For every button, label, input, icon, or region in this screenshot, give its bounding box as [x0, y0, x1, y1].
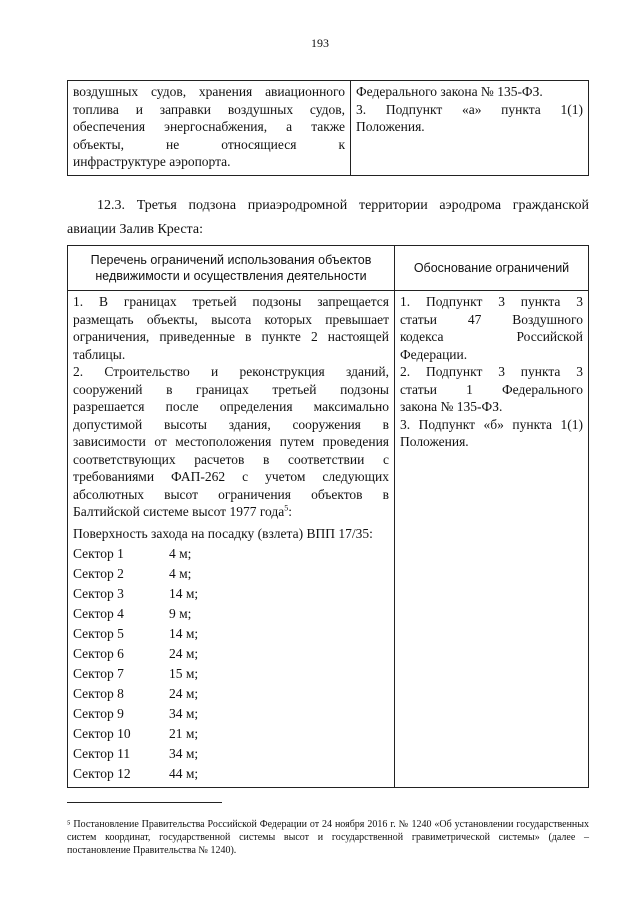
text-line: допустимой высоты здания, сооружения в	[73, 416, 389, 432]
section-heading: 12.3. Третья подзона приаэродромной территории аэродрома гражданской авиации Залив Креста:	[67, 198, 589, 237]
text-line: закона № 135-ФЗ.	[400, 399, 503, 414]
restrictions-table	[67, 245, 589, 788]
text-line: 3. Подпункт «а» пункта 1(1)	[356, 101, 583, 117]
text-line: инфраструктуре аэропорта.	[73, 154, 231, 169]
footnote-text: ⁵ Постановление Правительства Российской Федерации от 24 ноября 2016 г. № 1240 «Об установлении государственных систем координат, государственной системы высот и государственной гравиметрической системы» (далее – постановление Правительства № 1240).	[67, 819, 589, 856]
sector-height: 9 м;	[169, 605, 192, 621]
text-line: 3. Подпункт «б» пункта 1(1)	[400, 416, 583, 432]
text-line: статьи 1 Федерального	[400, 381, 583, 397]
sector-name: Сектор 8	[73, 685, 124, 701]
sector-height: 24 м;	[169, 685, 199, 701]
text-line: топлива и заправки воздушных судов,	[73, 101, 345, 117]
text-line: Положения.	[400, 434, 469, 449]
text-line	[73, 503, 389, 521]
sector-name: Сектор 6	[73, 645, 124, 661]
sector-row	[73, 744, 389, 764]
sector-row	[73, 684, 389, 704]
text-line: зависимости от местоположения путем проведения	[73, 434, 389, 449]
continued-restriction-cell	[68, 81, 351, 176]
text-line: обеспечения энергоснабжения, а также	[73, 119, 345, 134]
text-span: Балтийской системе высот 1977 года	[73, 504, 285, 519]
sector-height: 14 м;	[169, 585, 199, 601]
continued-basis-cell	[351, 81, 589, 176]
text-line: абсолютных высот ограничения объектов в	[73, 486, 389, 502]
text-line: Федерации.	[400, 346, 468, 362]
continued-table	[67, 80, 589, 176]
sector-height: 34 м;	[169, 705, 199, 721]
text-line: Положения.	[356, 119, 425, 134]
footnote-divider	[67, 802, 222, 803]
text-line: разрешается после определения максимально	[73, 399, 389, 414]
sector-row	[73, 544, 389, 564]
sector-row	[73, 584, 389, 604]
sector-height: 4 м;	[169, 565, 192, 581]
sector-height: 14 м;	[169, 625, 199, 641]
approach-surface-label: Поверхность захода на посадку (взлета) ВПП 17/35:	[73, 525, 373, 541]
sector-row	[73, 704, 389, 724]
text-line: 2. Строительство и реконструкция зданий,	[73, 364, 389, 379]
sector-name: Сектор 10	[73, 725, 131, 741]
basis-cell	[395, 291, 589, 788]
text-line: соответствующих расчетов в соответствии с	[73, 451, 389, 467]
text-line: воздушных судов, хранения авиационного	[73, 84, 345, 99]
sector-row	[73, 664, 389, 684]
sector-row	[73, 624, 389, 644]
sector-name: Сектор 9	[73, 705, 124, 721]
footnote-ref[interactable]: 5	[284, 503, 289, 513]
sector-name: Сектор 11	[73, 745, 131, 761]
text-line: таблицы.	[73, 346, 126, 362]
text-line: сооружений в границах третьей подзоны	[73, 381, 389, 397]
text-line: требованиями ФАП-262 с учетом следующих	[73, 469, 389, 484]
text-line: размещать объекты, высота которых превышает	[73, 311, 389, 327]
page-number: 193	[311, 36, 329, 50]
sector-name: Сектор 5	[73, 625, 124, 641]
sector-name: Сектор 4	[73, 605, 124, 621]
sector-name: Сектор 12	[73, 765, 131, 781]
text-line: 1. Подпункт 3 пункта 3	[400, 294, 583, 309]
sector-height: 4 м;	[169, 545, 192, 561]
sector-height: 21 м;	[169, 725, 199, 741]
text-line: 2. Подпункт 3 пункта 3	[400, 364, 583, 379]
text-line: ограничения, приведенные в пункте 2 настоящей	[73, 329, 389, 344]
text-span: :	[288, 504, 293, 519]
text-line: Федерального закона № 135-ФЗ.	[356, 84, 543, 99]
column-header-basis: Обоснование ограничений	[395, 246, 589, 291]
sector-row	[73, 764, 389, 784]
sector-name: Сектор 1	[73, 545, 124, 561]
sector-name: Сектор 7	[73, 665, 124, 681]
sector-row	[73, 644, 389, 664]
column-header-restrictions: Перечень ограничений использования объектов недвижимости и осуществления деятельности	[68, 246, 395, 291]
sector-height: 44 м;	[169, 765, 199, 781]
sector-row	[73, 604, 389, 624]
sector-height: 15 м;	[169, 665, 199, 681]
sector-name: Сектор 2	[73, 565, 124, 581]
text-line: статьи 47 Воздушного	[400, 311, 583, 327]
sector-height: 24 м;	[169, 645, 199, 661]
text-line: кодекса Российской	[400, 329, 583, 344]
sector-row	[73, 724, 389, 744]
restrictions-cell	[68, 291, 395, 788]
sector-row	[73, 564, 389, 584]
text-line: 1. В границах третьей подзоны запрещается	[73, 294, 389, 309]
sector-height: 34 м;	[169, 745, 199, 761]
sector-list	[73, 544, 389, 784]
sector-name: Сектор 3	[73, 585, 124, 601]
text-line: объекты, не относящиеся к	[73, 136, 345, 152]
